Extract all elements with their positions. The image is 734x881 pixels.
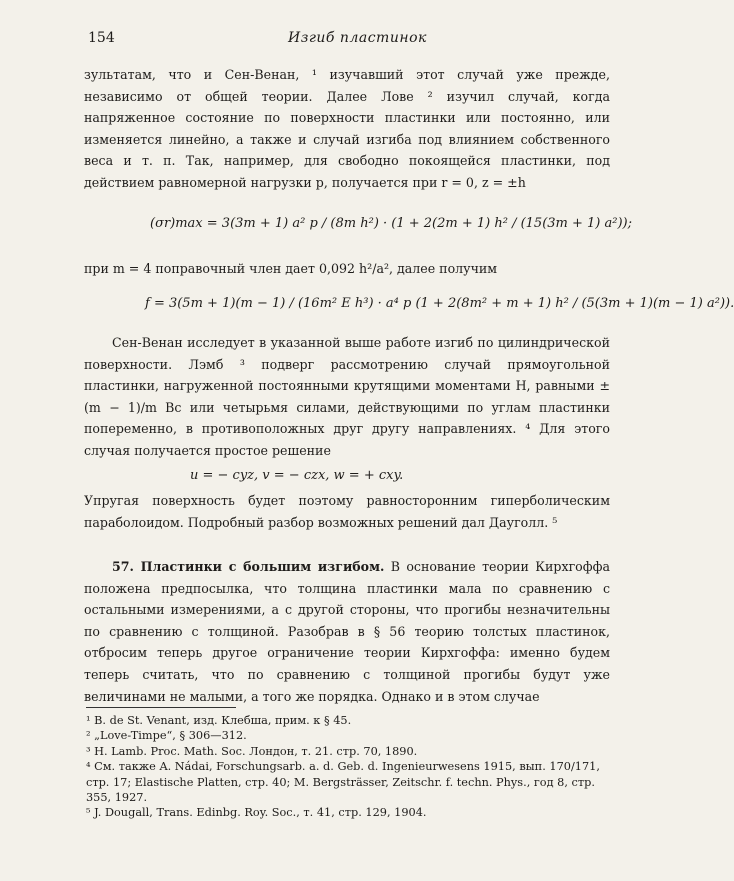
section-57 (84, 556, 610, 707)
paragraph-1: зультатам, что и Сен-Венан, ¹ изучавший этот случай уже прежде, независимо от общей теории. Далее Лове ² изучил случай, когда напряженное состояние по поверхности пластинки или постоянно, или изменяется линейно, а также и случай изгиба под влиянием собственного веса и т. п. Так, например, для свободно покоящейся пластинки, под действием равномерной нагрузки p, получается при r = 0, z = ±h (84, 67, 610, 190)
formula-displacements: u = − cyz, v = − czx, w = + cxy. (190, 468, 404, 483)
footnotes (86, 713, 611, 821)
formula-connector-text: при m = 4 поправочный член дает 0,092 h²/a², далее получим (84, 261, 498, 276)
section-heading: 57. Пластинки с большим изгибом. (112, 559, 385, 574)
formula-sigma-max: (σr)max = 3(3m + 1) a² p / (8m h²) · (1 + 2(2m + 1) h² / (15(3m + 1) a²)); (150, 216, 632, 231)
running-title: Изгиб пластинок (288, 30, 427, 46)
footnote: ¹ B. de St. Venant, изд. Клебша, прим. к § 45. (86, 714, 352, 727)
page-number: 154 (88, 30, 115, 46)
paragraph-3: Упругая поверхность будет поэтому равносторонним гиперболическим параболоидом. Подробный разбор возможных решений дал Дауголл. ⁵ (84, 493, 610, 530)
footnote: ² „Love-Timpe“, § 306—312. (86, 729, 247, 743)
footnote: ³ H. Lamb. Proc. Math. Soc. Лондон, т. 21. стр. 70, 1890. (86, 744, 418, 758)
formula-deflection: f = 3(5m + 1)(m − 1) / (16m² E h³) · a⁴ p (1 + 2(8m² + m + 1) h² / (5(3m + 1)(m − 1) a²)). (145, 296, 734, 311)
footnote: ⁴ См. также A. Nádai, Forschungsarb. a. d. Geb. d. Ingenieurwesens 1915, вып. 170/171, стр. 17; Elastische Platten, стр. 40; M. Bergsträsser, Zeitschr. f. techn. Phys., год 8, стр. 355, 1927. (86, 760, 600, 805)
footnote-divider (86, 707, 236, 708)
footnote: ⁵ J. Dougall, Trans. Edinbg. Roy. Soc., т. 41, стр. 129, 1904. (86, 806, 427, 820)
running-header (88, 30, 608, 52)
paragraph-4: В основание теории Кирхгоффа положена предпосылка, что толщина пластинки мала по сравнению с остальными измерениями, а с другой стороны, что прогибы незначительны по сравнению с толщиной. Разобрав в § 56 теорию толстых пластинок, отбросим теперь другое ограничение теории Кирхгоффа: именно будем теперь считать, что по сравнению с толщиной прогибы будут уже величинами не малыми, а того же порядка. Однако и в этом случае (84, 559, 610, 704)
paragraph-2: Сен-Венан исследует в указанной выше работе изгиб по цилиндрической поверхности. Лэмб ³ подверг рассмотрению случай прямоугольной пластинки, нагруженной постоянными крутящими моментами H, равными ± (m − 1)/m Bc или четырьмя силами, действующими по углам пластинки попеременно, в противоположных друг другу направлениях. ⁴ Для этого случая получается простое решение (84, 335, 610, 458)
